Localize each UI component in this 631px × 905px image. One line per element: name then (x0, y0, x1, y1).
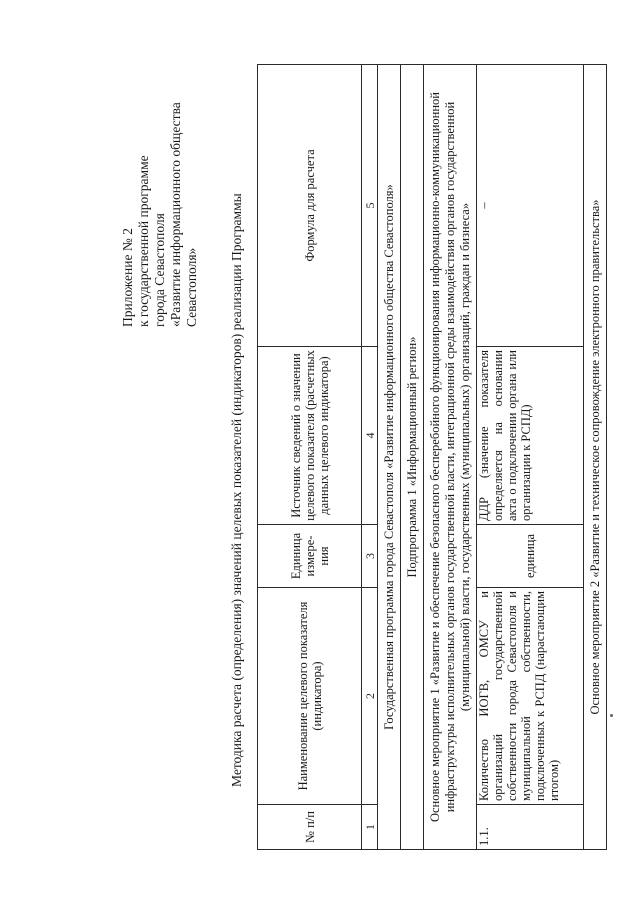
appendix-line: «Развитие информационного общества (168, 102, 183, 327)
header-cell: Наименование целевого показателя (индикатора) (258, 588, 362, 805)
indicator-unit: единица (477, 525, 584, 588)
page-speck (610, 714, 613, 717)
appendix-line: к государственной программе (136, 155, 151, 327)
document-title: Методика расчета (определения) значений целевых показателей (индикаторов) реализации Программы (229, 193, 244, 787)
indicator-name: Количество ИОГВ, ОМСУ и организаций государственной собственности города Севастополя и муниципальной собственности, подключенных к РСПД (нарастающим итогом) (477, 588, 584, 805)
header-cell: Единица измере-ния (258, 525, 362, 588)
measure-2-row (584, 65, 607, 850)
program-cell: Государственная программа города Севастополя «Развитие информационного общества Севастополя» (378, 65, 401, 850)
measure-2-cell: Основное мероприятие 2 «Развитие и техническое сопровождение электронного правительства» (584, 65, 607, 850)
header-cell: Формула для расчета (258, 65, 362, 347)
appendix-line: Приложение № 2 (120, 228, 135, 327)
indicator-source: ДДР (значение показателя определяется на основании акта о подключении органа или организации к РСПД) (477, 347, 584, 525)
indicator-formula: – (477, 65, 584, 347)
table-row (477, 65, 584, 850)
column-number-row (362, 65, 378, 850)
column-number: 2 (362, 588, 378, 805)
table-header-row (258, 65, 362, 850)
header-cell: Источник сведений о значении целевого показателя (расчетных данных целевого индикатора) (258, 347, 362, 525)
row-number: 1.1. (477, 805, 584, 850)
program-row (378, 65, 401, 850)
appendix-heading (120, 27, 200, 327)
subprogram-row (401, 65, 424, 850)
column-number: 3 (362, 525, 378, 588)
measure-1-cell: Основное мероприятие 1 «Развитие и обеспечение безопасного бесперебойного функционирования информационно-коммуникационной инфраструктуры исполнительных органов государственной власти, интеграционной среды взаимодействия органов государственной (муниципальной) власти, государственных (муниципальных) организаций, граждан и бизнеса» (424, 65, 477, 850)
appendix-line: города Севастополя (152, 213, 167, 327)
column-number: 5 (362, 65, 378, 347)
column-number: 4 (362, 347, 378, 525)
measure-1-row (424, 65, 477, 850)
column-number: 1 (362, 805, 378, 850)
header-cell: № п/п (258, 805, 362, 850)
appendix-line: Севастополя» (184, 247, 199, 327)
indicators-table (257, 64, 607, 850)
subprogram-cell: Подпрограмма 1 «Информационный регион» (401, 65, 424, 850)
